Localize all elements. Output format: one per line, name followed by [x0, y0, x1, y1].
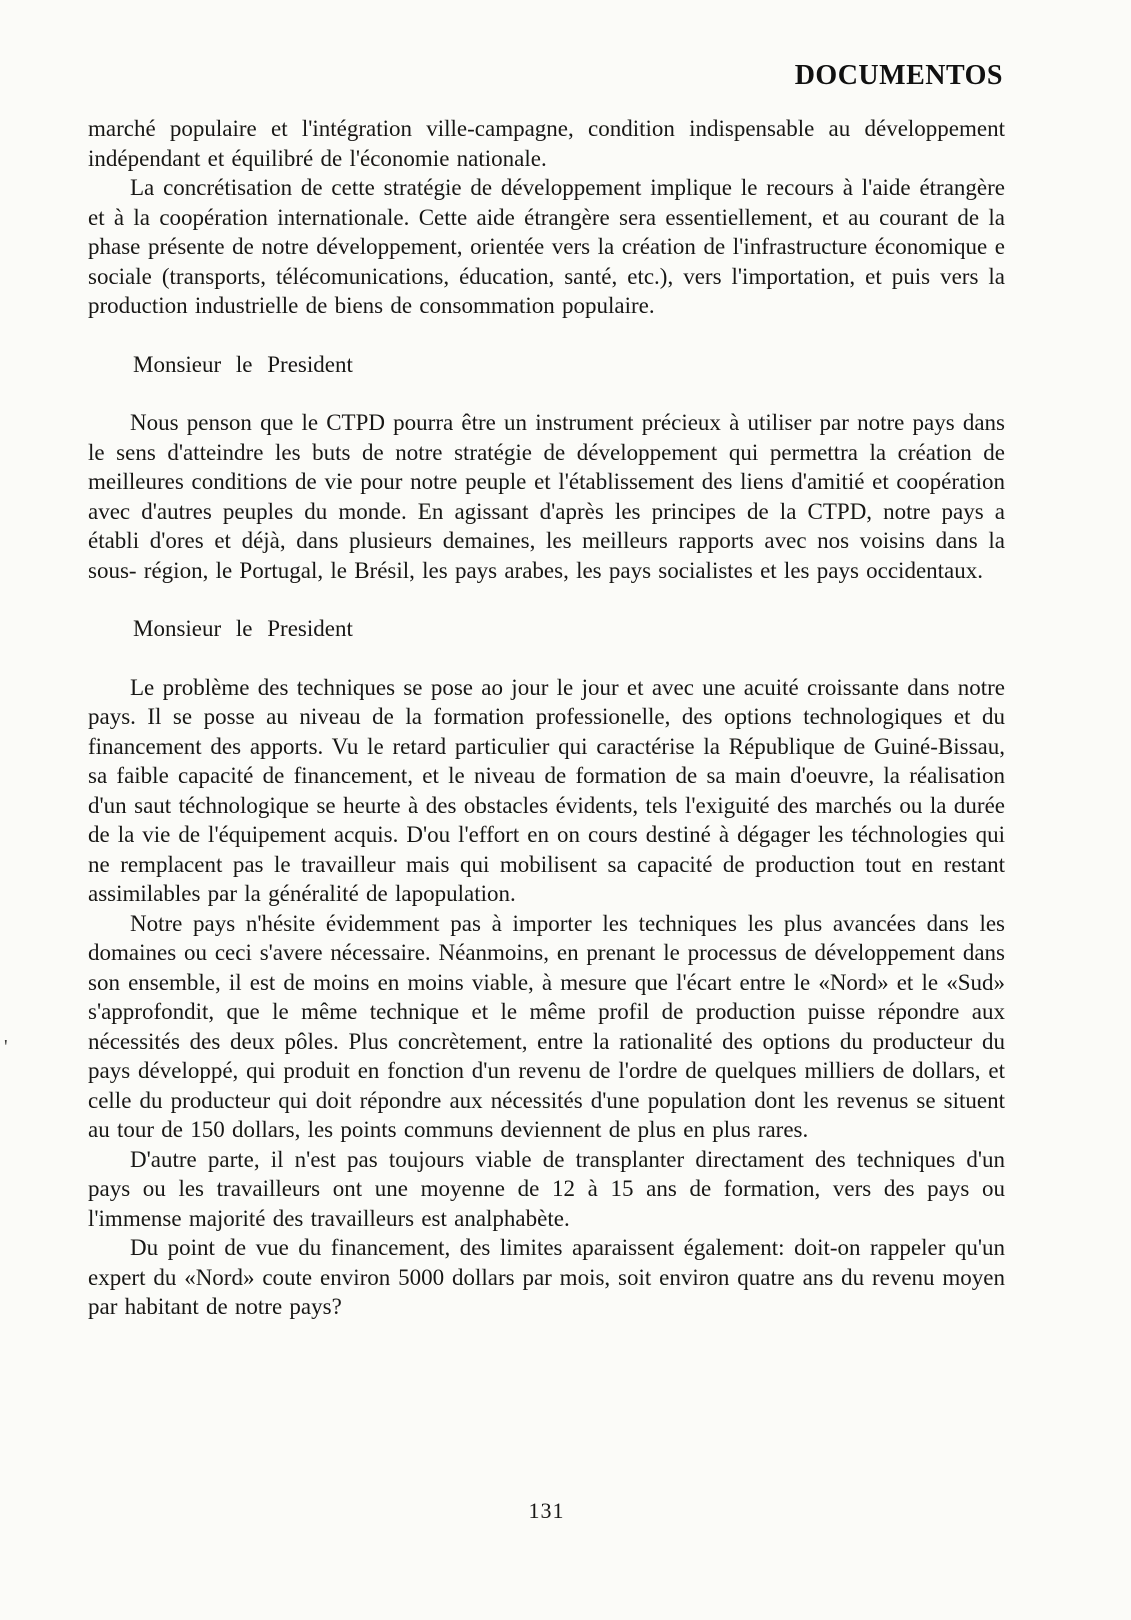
paragraph: marché populaire et l'intégration ville-campagne, condition indispensable au développement indépendant et équilibré de l'économie nationale.: [88, 116, 1005, 171]
paragraph: La concrétisation de cette stratégie de développement implique le recours à l'aide étrangère et à la coopération internationale. Cette aide étrangère sera essentiellement, et au courant de la phase présente de notre développement, orientée vers la création de l'infrastructure économique e sociale (transports, télécomunications, éducation, santé, etc.), vers l'importation, et puis vers la production industrielle de biens de consommation populaire.: [88, 175, 1005, 318]
scan-artifact-mark: ': [4, 1036, 8, 1058]
paragraph: Le problème des techniques se pose ao jour le jour et avec une acuité croissante dans notre pays. Il se posse au niveau de la formation professionelle, des options technologiques et du financement des apports. Vu le retard particulier qui caractérise la République de Guiné-Bissau, sa faible capacité de financement, et le niveau de formation de sa main d'oeuvre, la réalisation d'un saut téchnologique se heurte à des obstacles évidents, tels l'exiguité des marchés ou la durée de la vie de l'équipement acquis. D'ou l'effort en on cours destiné à dégager les téchnologies qui ne remplacent pas le travailleur mais qui mobilisent sa capacité de production tout en restant assimilables par la généralité de lapopulation.: [88, 674, 1005, 906]
document-body: [88, 114, 1005, 1322]
section-heading: Monsieur le President: [133, 351, 353, 377]
paragraph: Notre pays n'hésite évidemment pas à importer les techniques les plus avancées dans les domaines ou ceci s'avere nécessaire. Néanmoins, en prenant le processus de développement dans son ensemble, il est de moins en moins viable, à mesure que l'écart entre le «Nord» et le «Sud» s'approfondit, que le même technique et le même profil de production puisse répondre aux nécessités des deux pôles. Plus concrètement, entre la rationalité des options du producteur du pays développé, qui produit en fonction d'un revenu de l'ordre de quelques milliers de dollars, et celle du producteur qui doit répondre aux nécessités d'une population dont les revenus se situent au tour de 150 dollars, les points communs deviennent de plus en plus rares.: [88, 910, 1005, 1142]
paragraph: Du point de vue du financement, des limites aparaissent également: doit-on rappeler qu'un expert du «Nord» coute environ 5000 dollars par mois, soit environ quatre ans du revenu moyen par habitant de notre pays?: [88, 1235, 1005, 1319]
page-number: 131: [528, 1498, 565, 1523]
section-heading: Monsieur le President: [133, 616, 353, 641]
paragraph: Nous penson que le CTPD pourra être un instrument précieux à utiliser par notre pays dans le sens d'atteindre les buts de notre stratégie de développement qui permettra la création de meilleures conditions de vie pour notre peuple et l'établissement des liens d'amitié et coopération avec d'autres peuples du monde. En agissant d'après les principes de la CTPD, notre pays a établi d'ores et déjà, dans plusieurs demaines, les meilleurs rapports avec nos voisins dans la sous- région, le Portugal, le Brésil, les pays arabes, les pays socialistes et les pays occidentaux.: [88, 410, 1005, 583]
running-head-title: DOCUMENTOS: [794, 60, 1003, 91]
paragraph: D'autre parte, il n'est pas toujours viable de transplanter directament des techniques d'un pays ou les travailleurs ont une moyenne de 12 à 15 ans de formation, vers des pays ou l'immense majorité des travailleurs est analphabète.: [88, 1146, 1005, 1231]
